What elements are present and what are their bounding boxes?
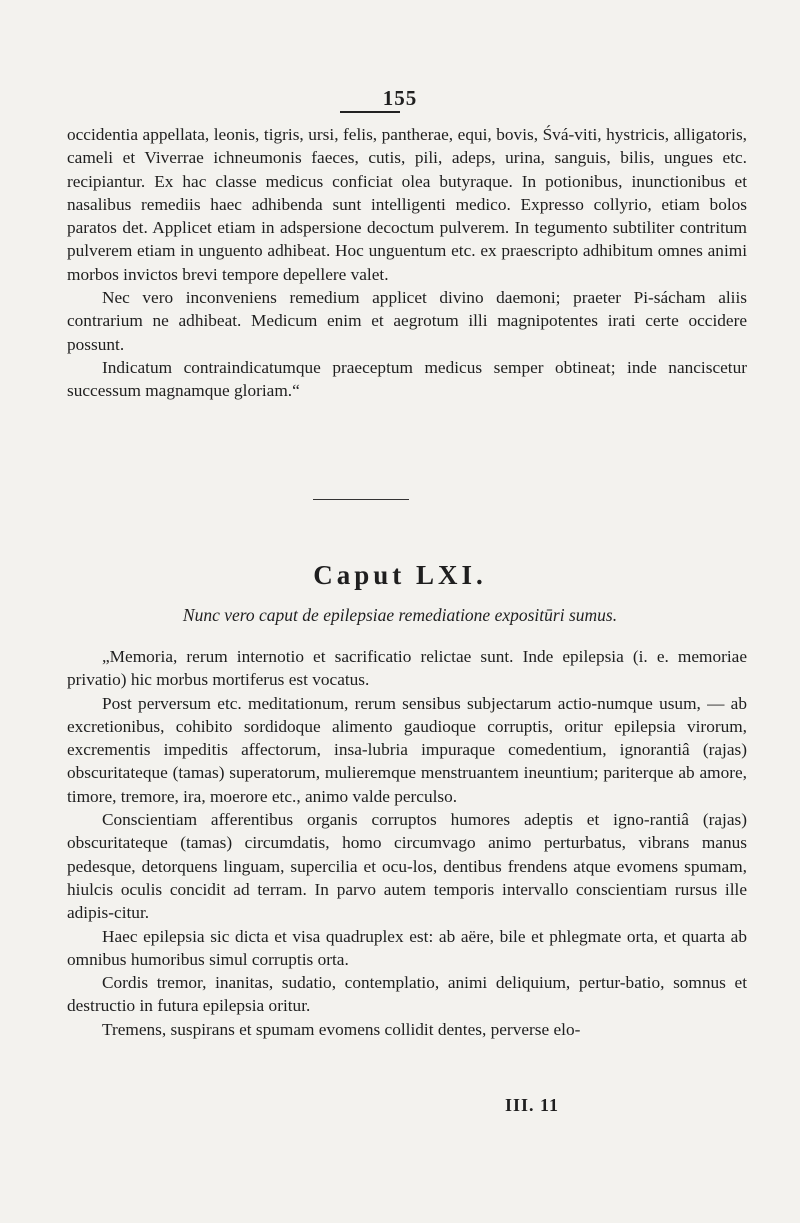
chapter-heading: Caput LXI. [313,560,487,590]
chapter-subtitle: Nunc vero caput de epilepsiae remediatione expositūri sumus. [182,605,618,625]
section-divider [313,499,409,500]
paragraph: occidentia appellata, leonis, tigris, ursi, felis, pantherae, equi, bovis, Śvá-viti, hystricis, alligatoris, cameli et Viverrae ichneumonis faeces, cutis, pili, adeps, urina, sanguis, bilis, ungues etc. recipiantur. Ex hac classe medicus conficiat olea butyraque. In potionibus, inunctionibus et nasalibus remediis haec adhibenda sunt intelligenti medico. Expresso collyrio, etiam bolos paratos det. Applicet etiam in adspersione decoctum pulverem. In tegumento subtiliter contritum pulverem etiam in unguento adhibeat. Hoc unguentum etc. ex praescripto adhibitum omnes animi morbos invictos brevi tempore depellere valet. [67,125,747,284]
paragraph: Haec epilepsia sic dicta et visa quadruplex est: ab aëre, bile et phlegmate orta, et quarta ab omnibus humoribus simul corruptis orta. [67,926,747,969]
text-block-lower [67,645,747,1041]
signature-mark: III. 11 [505,1095,560,1115]
paragraph: Indicatum contraindicatumque praeceptum medicus semper obtineat; inde nanciscetur successum magnamque gloriam.“ [67,357,747,401]
page-number: 155 [382,86,418,110]
paragraph: Tremens, suspirans et spumam evomens collidit dentes, perverse elo- [102,1019,581,1039]
paragraph: Conscientiam afferentibus organis corruptos humores adeptis et igno-rantiâ (rajas) obscuritateque (tamas) circumdatis, homo circumvago animo perturbatus, vibrans manus pedesque, detorquens linguam, supercilia et ocu-los, dentibus frendens atque evomens spumam, hiulcis oculis concidit ad terram. In parvo autem temporis intervallo conscientiam rursus ille adipis-citur. [67,810,747,923]
page-number-underline [340,111,400,113]
paragraph: Cordis tremor, inanitas, sudatio, contemplatio, animi deliquium, pertur-batio, somnus et destructio in futura epilepsia oritur. [67,973,747,1016]
paragraph: „Memoria, rerum internotio et sacrificatio relictae sunt. Inde epilepsia (i. e. memoriae privatio) hic morbus mortiferus est vocatus. [67,647,747,690]
text-block-upper [67,123,747,403]
paragraph: Post perversum etc. meditationum, rerum sensibus subjectarum actio-numque usum, — ab excretionibus, cohibito sordidoque alimento gaudioque corruptis, oritur epilepsia virorum, excrementis impeditis affectorum, insa-lubria impuraque comedentium, ignorantiâ (rajas) obscuritateque (tamas) superatorum, mulieremque menstruantem ineuntium; pariterque ab amore, timore, tremore, ira, moerore etc., animo valde perculso. [67,693,747,806]
paragraph: Nec vero inconveniens remedium applicet divino daemoni; praeter Pi-sácham aliis contrarium ne adhibeat. Medicum enim et aegrotum illi magnipotentes irati certe occidere possunt. [67,288,747,354]
